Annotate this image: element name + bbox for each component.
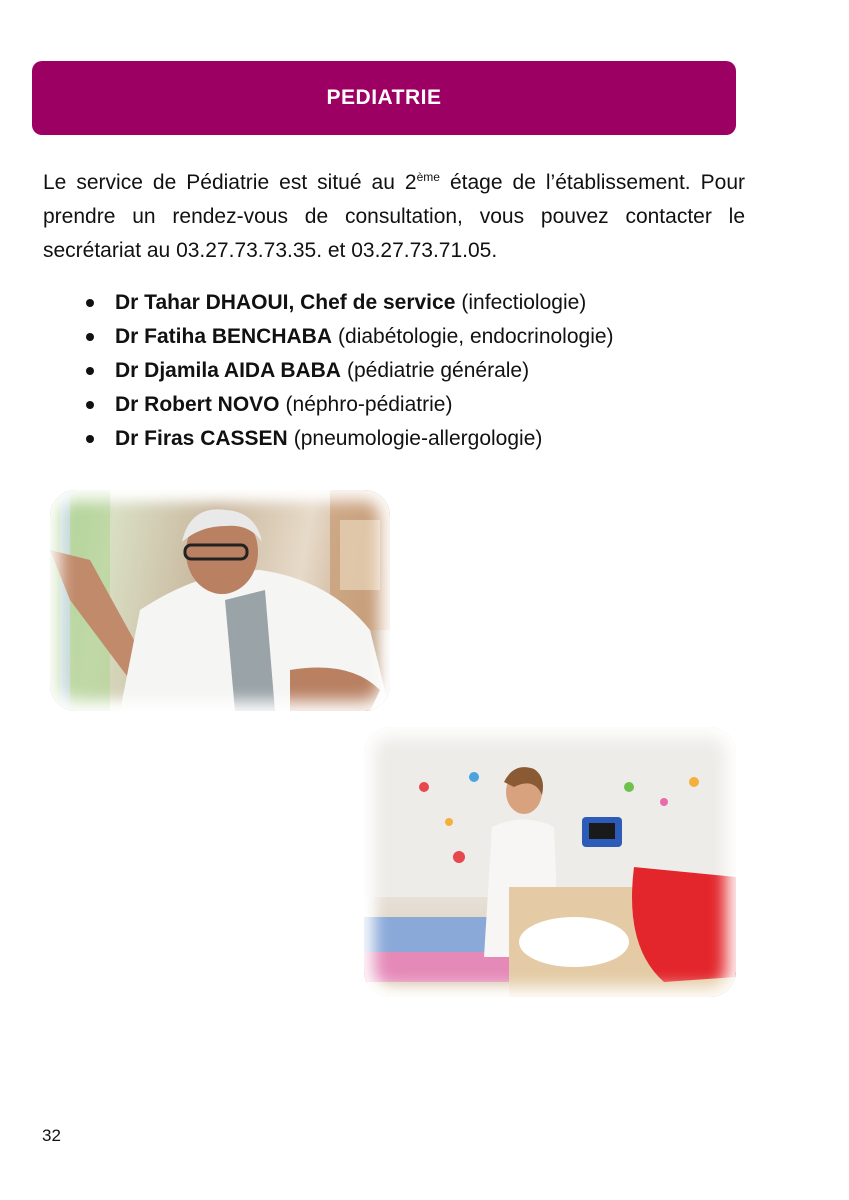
- staff-list-item: [82, 354, 614, 388]
- staff-name: Dr Firas CASSEN: [115, 427, 288, 450]
- staff-name: Dr Tahar DHAOUI, Chef de service: [115, 291, 456, 314]
- bullet-icon: [86, 401, 94, 409]
- page-number: 32: [42, 1126, 61, 1145]
- staff-list-item: [82, 320, 614, 354]
- intro-paragraph: [43, 166, 745, 268]
- nurse-photo: [364, 727, 736, 997]
- staff-list-item: [82, 422, 614, 456]
- bullet-icon: [86, 333, 94, 341]
- bullet-icon: [86, 299, 94, 307]
- bullet-icon: [86, 435, 94, 443]
- staff-list-item: [82, 286, 614, 320]
- staff-list-item: [82, 388, 614, 422]
- staff-specialty: (infectiologie): [461, 291, 587, 314]
- bullet-icon: [86, 367, 94, 375]
- intro-text-start: Le service de Pédiatrie est situé au 2: [43, 171, 417, 194]
- section-title: PEDIATRIE: [326, 86, 442, 109]
- section-header-banner: [32, 61, 736, 135]
- intro-text-end: étage de l’établissement. Pour prendre un rendez-vous de consultation, vous pouvez contacter le secrétariat au 03.27.73.73.35. et 03.27.73.71.05.: [43, 171, 745, 262]
- staff-name: Dr Robert NOVO: [115, 393, 280, 416]
- staff-specialty: (néphro-pédiatrie): [285, 393, 453, 416]
- staff-specialty: (pédiatrie générale): [346, 359, 530, 382]
- staff-specialty: (pneumologie-allergologie): [293, 427, 543, 450]
- staff-name: Dr Djamila AIDA BABA: [115, 359, 341, 382]
- intro-superscript: ème: [416, 170, 440, 184]
- staff-specialty: (diabétologie, endocrinologie): [338, 325, 614, 348]
- nurse-photo-illustration: [364, 727, 736, 997]
- doctor-photo-illustration: [50, 490, 390, 711]
- staff-list: [82, 286, 614, 456]
- staff-name: Dr Fatiha BENCHABA: [115, 325, 333, 348]
- doctor-photo: [50, 490, 390, 711]
